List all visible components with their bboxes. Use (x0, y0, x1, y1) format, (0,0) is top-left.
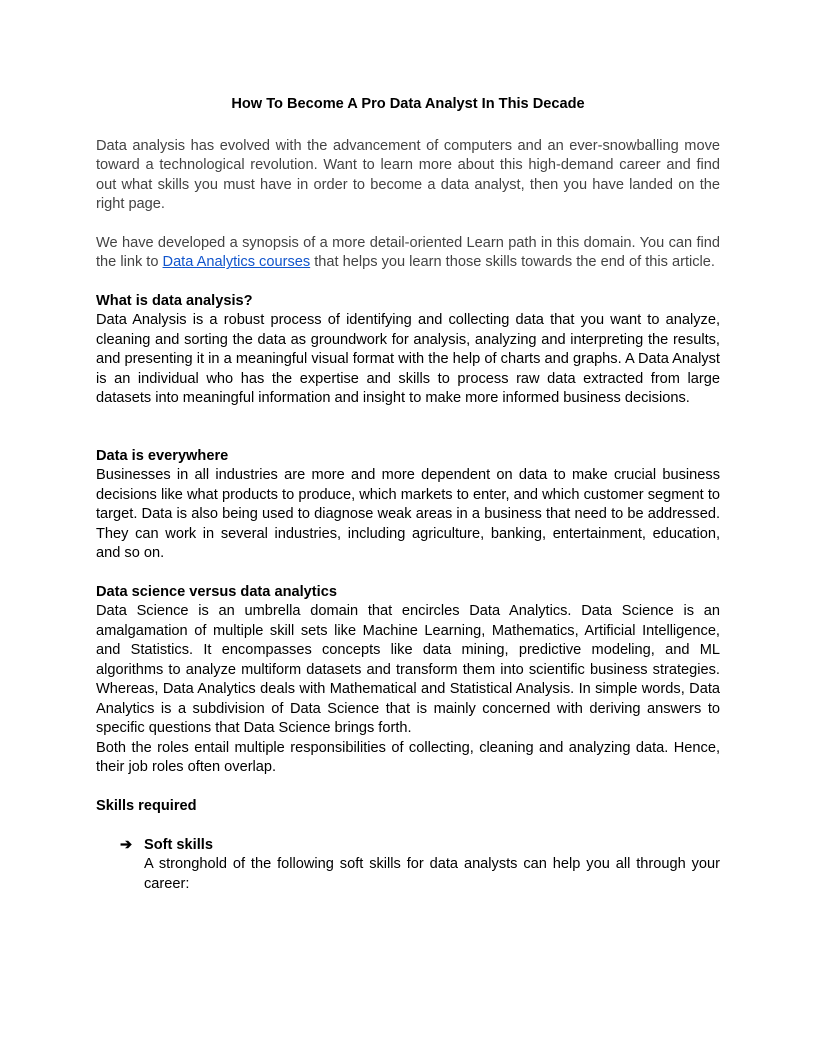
section-heading: Data science versus data analytics (96, 584, 337, 600)
section-body-2: Both the roles entail multiple responsibilities of collecting, cleaning and analyzing data. Hence, their job roles often overlap. (96, 739, 720, 776)
section-body: Businesses in all industries are more and more dependent on data to make crucial business decisions like what products to produce, which markets to enter, and which customer segment to target. Data is also being used to diagnose weak areas in a business that need to be addressed. They can work in several industries, including agriculture, banking, entertainment, education, and so on. (96, 467, 720, 562)
section-body: Data Analysis is a robust process of identifying and collecting data that you want to analyze, cleaning and sorting the data as groundwork for analysis, analyzing and interpreting the results, and presenting it in a meaningful visual format with the help of charts and graphs. A Data Analyst is an individual who has the expertise and skills to process raw data extracted from large datasets into meaningful information and insight to make more informed business decisions. (96, 312, 720, 407)
section-heading: What is data analysis? (96, 293, 253, 309)
data-analytics-courses-link[interactable]: Data Analytics courses (162, 254, 311, 271)
section-what-is-data-analysis (96, 292, 720, 409)
document-title: How To Become A Pro Data Analyst In This Decade (231, 96, 585, 112)
bullet-body: A stronghold of the following soft skills for data analysts can help you all through your career: (144, 856, 720, 892)
intro-text-end: that helps you learn those skills towards the end of this article. (310, 254, 715, 271)
section-data-science-vs-analytics (96, 583, 720, 778)
section-heading: Skills required (96, 798, 197, 814)
section-skills-required (96, 797, 720, 816)
arrow-right-icon: ➔ (120, 837, 133, 853)
section-heading: Data is everywhere (96, 448, 229, 464)
section-body: Data Science is an umbrella domain that encircles Data Analytics. Data Science is an amalgamation of multiple skill sets like Machine Learning, Mathematics, Artificial Intelligence, and Statistics. It encompasses concepts like data mining, predictive modeling, and ML algorithms to analyze multiform datasets and transform them into scientific business strategies. Whereas, Data Analytics deals with Mathematical and Statistical Analysis. In simple words, Data Analytics is a subdivision of Data Science that is mainly concerned with deriving answers to specific questions that Data Science brings forth. (96, 603, 720, 737)
bullet-soft-skills (144, 836, 720, 894)
section-data-is-everywhere (96, 447, 720, 564)
intro-paragraph-2 (96, 234, 720, 273)
intro-text: We have developed a synopsis of a more detail-oriented Learn path in this domain. You can find the link to (96, 235, 720, 271)
bullet-heading: Soft skills (144, 837, 213, 853)
intro-paragraph-1: Data analysis has evolved with the advancement of computers and an ever-snowballing move toward a technological revolution. Want to learn more about this high-demand career and find out what skills you must have in order to become a data analyst, then you have landed on the right page. (96, 138, 720, 213)
